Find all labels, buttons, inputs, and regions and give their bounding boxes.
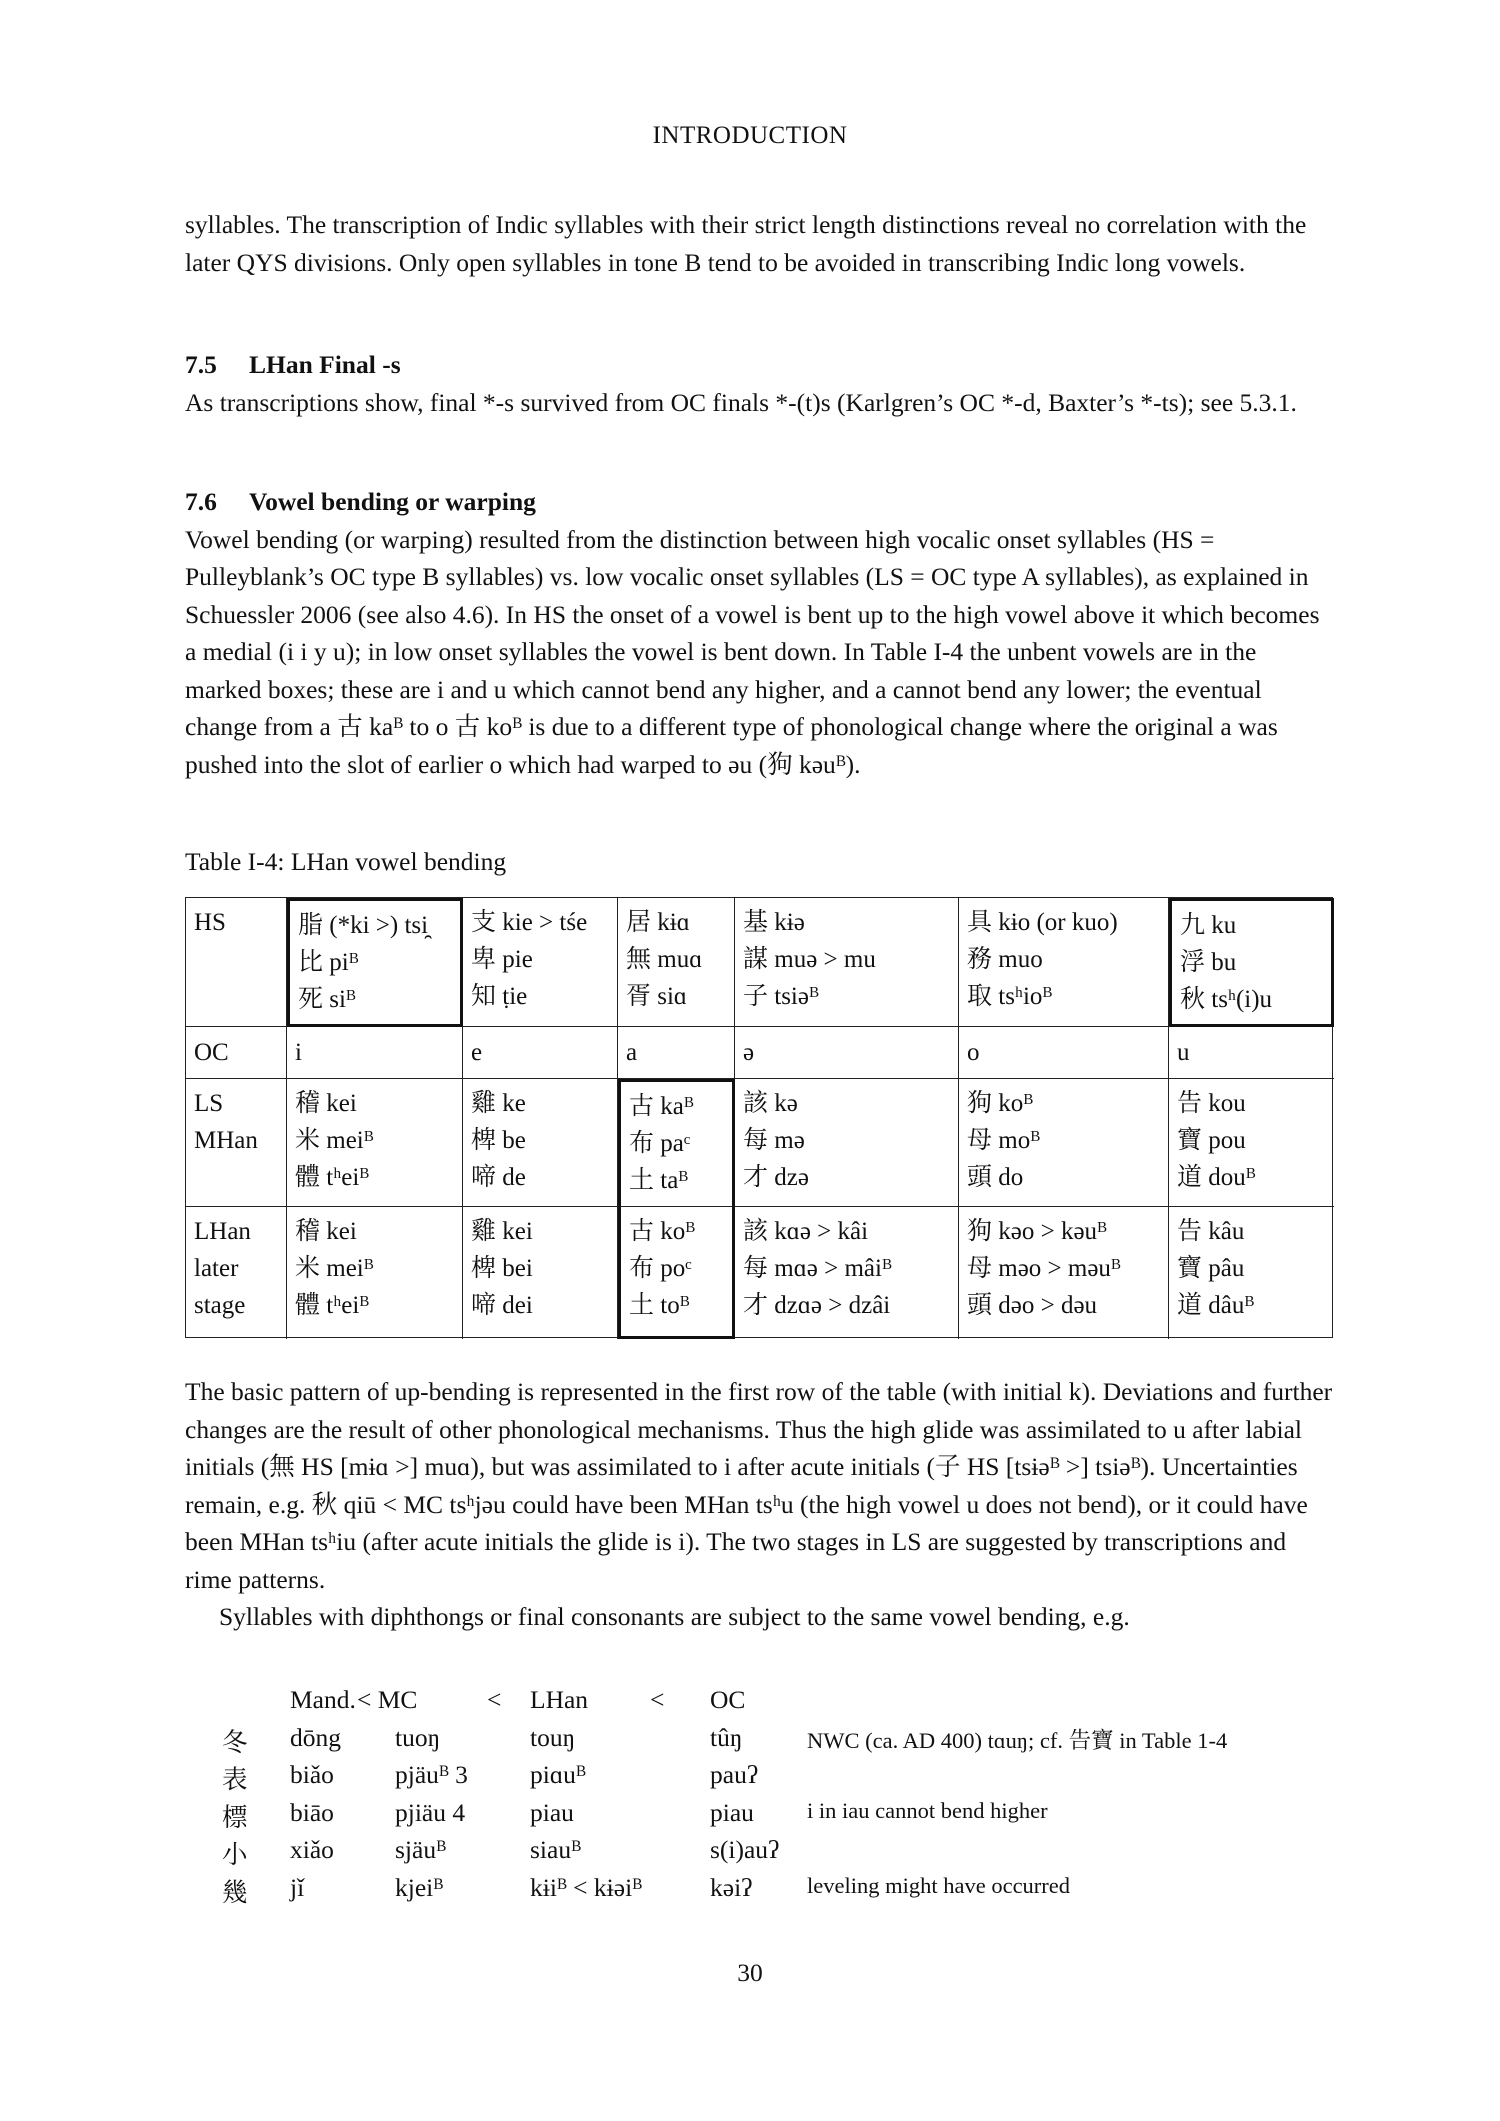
table-cell bbox=[735, 898, 959, 1027]
table-cell bbox=[735, 1027, 959, 1079]
chinese-character: 小 bbox=[222, 1840, 248, 1869]
cell-entry: 椑 be bbox=[471, 1127, 526, 1154]
cell-entry: 告 kou bbox=[1177, 1090, 1246, 1117]
cell-entry: i bbox=[295, 1039, 302, 1066]
table-cell bbox=[1169, 1079, 1334, 1207]
later-han: siauᴮ bbox=[530, 1835, 581, 1864]
row-label: stage bbox=[194, 1292, 246, 1319]
cell-entry: u bbox=[1177, 1039, 1190, 1066]
table-cell bbox=[463, 1079, 618, 1207]
cell-entry: 體 tʰeiᴮ bbox=[295, 1164, 369, 1191]
cell-entry: 寶 pou bbox=[1177, 1127, 1246, 1154]
table-cell bbox=[618, 898, 735, 1027]
cell-entry: 布 poᶜ bbox=[629, 1255, 692, 1282]
example-note: i in iau cannot bend higher bbox=[807, 1797, 1048, 1823]
cell-entry: 米 meiᴮ bbox=[295, 1127, 374, 1154]
cell-entry: 布 paᶜ bbox=[629, 1130, 691, 1157]
paragraph-text: syllables. The transcription of Indic syllables with their strict length distinctions reveal no correlation with the later QYS divisions. Only open syllables in tone B tend to be avoided in transcribing Indic long vowels. bbox=[185, 210, 1307, 277]
mandarin-reading: jǐ bbox=[290, 1872, 305, 1902]
table-cell bbox=[463, 1207, 618, 1339]
cell-entry: 頭 dəo > dəu bbox=[967, 1292, 1098, 1319]
col-header-arrow: < bbox=[487, 1685, 502, 1714]
cell-entry: 脂 (*ki >) tsi̯ bbox=[298, 912, 429, 939]
cell-entry: 狗 kəo > kəuᴮ bbox=[967, 1218, 1107, 1245]
later-han: piau bbox=[530, 1797, 574, 1827]
cell-entry: 務 muo bbox=[967, 946, 1043, 973]
cell-entry: 該 kɑə > kâi bbox=[743, 1218, 869, 1245]
mandarin-reading: biāo bbox=[290, 1797, 334, 1827]
table-cell bbox=[1169, 1027, 1334, 1079]
examples-intro: Syllables with diphthongs or final consonants are subject to the same vowel bending, e.g. bbox=[219, 1602, 1130, 1631]
table-cell bbox=[287, 1079, 463, 1207]
paragraph-continuation bbox=[185, 206, 1335, 281]
col-header-arrow: < bbox=[650, 1685, 665, 1714]
row-label: LHan bbox=[194, 1218, 251, 1245]
table-cell bbox=[959, 1027, 1169, 1079]
cell-entry: 卑 pie bbox=[471, 946, 533, 973]
cell-entry: 才 dzɑə > dzâi bbox=[743, 1292, 891, 1319]
cell-entry: o bbox=[967, 1039, 980, 1066]
cell-entry: 寶 pâu bbox=[1177, 1255, 1245, 1282]
cell-entry: 取 tsʰioᴮ bbox=[967, 983, 1053, 1010]
cell-entry: 無 muɑ bbox=[626, 946, 703, 973]
old-chinese: piau bbox=[710, 1797, 754, 1827]
cell-entry: 浮 bu bbox=[1180, 949, 1237, 976]
table-cell bbox=[1169, 1207, 1334, 1339]
middle-chinese: pjiäu 4 bbox=[395, 1797, 466, 1827]
cell-entry: 雞 kei bbox=[471, 1218, 533, 1245]
cell-entry: 居 kɨɑ bbox=[626, 909, 690, 936]
cell-entry: 每 mə bbox=[743, 1127, 805, 1154]
table-cell bbox=[618, 1079, 735, 1207]
old-chinese: s(i)auʔ bbox=[710, 1835, 780, 1864]
cell-entry: 古 kaᴮ bbox=[629, 1093, 694, 1120]
later-han: kɨiᴮ < kɨəiᴮ bbox=[530, 1872, 643, 1902]
cell-entry: 每 mɑə > mâiᴮ bbox=[743, 1255, 892, 1282]
chinese-character: 表 bbox=[222, 1765, 248, 1794]
table-cell bbox=[618, 1027, 735, 1079]
cell-entry: 謀 muə > mu bbox=[743, 946, 876, 973]
cell-entry: 啼 de bbox=[471, 1164, 526, 1191]
later-han: piɑuᴮ bbox=[530, 1760, 586, 1789]
cell-entry: ə bbox=[743, 1039, 755, 1066]
table-cell bbox=[1169, 898, 1334, 1027]
row-label-cell bbox=[186, 1207, 287, 1339]
cell-entry: 狗 koᴮ bbox=[967, 1090, 1033, 1117]
table-cell bbox=[735, 1207, 959, 1339]
later-han: touŋ bbox=[530, 1722, 576, 1752]
mandarin-reading: biǎo bbox=[290, 1760, 334, 1789]
row-label: MHan bbox=[194, 1127, 258, 1154]
chinese-character: 冬 bbox=[222, 1727, 248, 1757]
table-cell bbox=[959, 898, 1169, 1027]
cell-entry: 椑 bei bbox=[471, 1255, 533, 1282]
row-label-cell bbox=[186, 1027, 287, 1079]
old-chinese: pauʔ bbox=[710, 1760, 759, 1789]
section-title: Vowel bending or warping bbox=[249, 487, 536, 516]
section-7-5 bbox=[185, 346, 1335, 421]
section-7-6 bbox=[185, 483, 1335, 783]
cell-entry: 古 koᴮ bbox=[629, 1218, 695, 1245]
cell-entry: 雞 ke bbox=[471, 1090, 526, 1117]
table-cell bbox=[463, 1027, 618, 1079]
cell-entry: 土 taᴮ bbox=[629, 1167, 688, 1194]
paragraph-text: The basic pattern of up-bending is represented in the first row of the table (with initial k). Deviations and further changes are the result of other phonological mechanisms. Thus the high glide was assimilated to u after labial initials (無 HS [mɨɑ >] muɑ), but was assimilated to i after acute initials (子 HS [tsɨəᴮ >] tsiəᴮ). Uncertainties remain, e.g. 秋 qiū < MC tsʰjəu could have been MHan tsʰu (the high vowel u does not bend), or it could have been MHan tsʰiu (after acute initials the glide is i). The two stages in LS are suggested by transcriptions and rime patterns. bbox=[185, 1377, 1333, 1594]
cell-entry: 知 ṭie bbox=[471, 983, 528, 1010]
section-body: As transcriptions show, final *-s survived from OC finals *-(t)s (Karlgren’s OC *-d, Baxter’s *-ts); see 5.3.1. bbox=[185, 387, 1297, 417]
section-number: 7.5 bbox=[185, 350, 217, 379]
cell-entry: 道 dâuᴮ bbox=[1177, 1292, 1255, 1319]
table-cell bbox=[287, 898, 463, 1027]
table-cell bbox=[735, 1079, 959, 1207]
table-cell bbox=[959, 1207, 1169, 1339]
example-note: leveling might have occurred bbox=[807, 1872, 1071, 1898]
mandarin-reading: xiǎo bbox=[290, 1835, 334, 1864]
old-chinese: kəiʔ bbox=[710, 1872, 753, 1902]
cell-entry: 該 kə bbox=[743, 1090, 798, 1117]
table-cell bbox=[287, 1027, 463, 1079]
cell-entry: 稽 kei bbox=[295, 1090, 357, 1117]
cell-entry: 才 dzə bbox=[743, 1164, 809, 1191]
row-label: later bbox=[194, 1255, 239, 1282]
row-label-cell bbox=[186, 898, 287, 1027]
cell-entry: 基 kɨə bbox=[743, 909, 805, 936]
vowel-bending-table bbox=[185, 897, 1333, 1338]
cell-entry: 體 tʰeiᴮ bbox=[295, 1292, 369, 1319]
cell-entry: 頭 do bbox=[967, 1164, 1024, 1191]
row-label-cell bbox=[186, 1079, 287, 1207]
section-body: Vowel bending (or warping) resulted from the distinction between high vocalic onset syllables (HS = Pulleyblank’s OC type B syllables) vs. low vocalic onset syllables (LS = OC type A syllables), as explained in Schuessler 2006 (see also 4.6). In HS the onset of a vowel is bent up to the high vowel above it which becomes a medial (i i y u); in low onset syllables the vowel is bent down. In Table I-4 the unbent vowels are in the marked boxes; these are i and u which cannot bend any higher, and a cannot bend any lower; the eventual change from a 古 kaᴮ to o 古 koᴮ is due to a different type of phonological change where the original a was pushed into the slot of earlier o which had warped to əu (狗 kəuᴮ). bbox=[185, 524, 1320, 779]
cell-entry: 啼 dei bbox=[471, 1292, 533, 1319]
table-cell bbox=[463, 898, 618, 1027]
mandarin-reading: dōng bbox=[290, 1722, 341, 1752]
table-cell bbox=[287, 1207, 463, 1339]
section-heading bbox=[185, 346, 1335, 384]
cell-entry: 道 douᴮ bbox=[1177, 1164, 1256, 1191]
section-number: 7.6 bbox=[185, 487, 217, 516]
chinese-character: 標 bbox=[222, 1802, 248, 1832]
row-label: OC bbox=[194, 1039, 229, 1066]
cell-entry: 米 meiᴮ bbox=[295, 1255, 374, 1282]
running-header: INTRODUCTION bbox=[652, 122, 848, 149]
table-cell bbox=[959, 1079, 1169, 1207]
cell-entry: 秋 tsʰ(i)u bbox=[1180, 986, 1273, 1013]
cell-entry: 稽 kei bbox=[295, 1218, 357, 1245]
col-header-mc: < MC bbox=[357, 1685, 418, 1714]
after-table-paragraph bbox=[185, 1373, 1335, 1636]
cell-entry: 母 moᴮ bbox=[967, 1127, 1040, 1154]
example-note: NWC (ca. AD 400) tɑuŋ; cf. 告寶 in Table 1-4 bbox=[807, 1727, 1228, 1753]
table-cell bbox=[618, 1207, 735, 1339]
cell-entry: 死 siᴮ bbox=[298, 986, 356, 1013]
cell-entry: 比 piᴮ bbox=[298, 949, 359, 976]
cell-entry: 具 kɨo (or kuo) bbox=[967, 909, 1118, 936]
middle-chinese: sjäuᴮ bbox=[395, 1835, 446, 1864]
old-chinese: tûŋ bbox=[710, 1722, 743, 1752]
middle-chinese: pjäuᴮ 3 bbox=[395, 1760, 468, 1789]
chinese-character: 幾 bbox=[222, 1877, 248, 1907]
col-header-lhan: LHan bbox=[530, 1685, 589, 1714]
cell-entry: e bbox=[471, 1039, 483, 1066]
cell-entry: 土 toᴮ bbox=[629, 1292, 690, 1319]
col-header-mand: Mand. bbox=[290, 1685, 356, 1714]
row-label: HS bbox=[194, 909, 226, 936]
middle-chinese: kjeiᴮ bbox=[395, 1872, 444, 1902]
cell-entry: 母 məo > məuᴮ bbox=[967, 1255, 1121, 1282]
cell-entry: 支 kie > tśe bbox=[471, 909, 588, 936]
cell-entry: a bbox=[626, 1039, 638, 1066]
cell-entry: 胥 siɑ bbox=[626, 983, 687, 1010]
page-number: 30 bbox=[737, 1958, 763, 1987]
cell-entry: 九 ku bbox=[1180, 912, 1237, 939]
middle-chinese: tuoŋ bbox=[395, 1722, 441, 1752]
cell-entry: 告 kâu bbox=[1177, 1218, 1245, 1245]
section-title: LHan Final -s bbox=[249, 350, 401, 379]
row-label: LS bbox=[194, 1090, 224, 1117]
cell-entry: 子 tsiəᴮ bbox=[743, 983, 819, 1010]
section-heading bbox=[185, 483, 1335, 521]
col-header-oc: OC bbox=[710, 1685, 746, 1714]
table-caption: Table I-4: LHan vowel bending bbox=[185, 847, 507, 876]
